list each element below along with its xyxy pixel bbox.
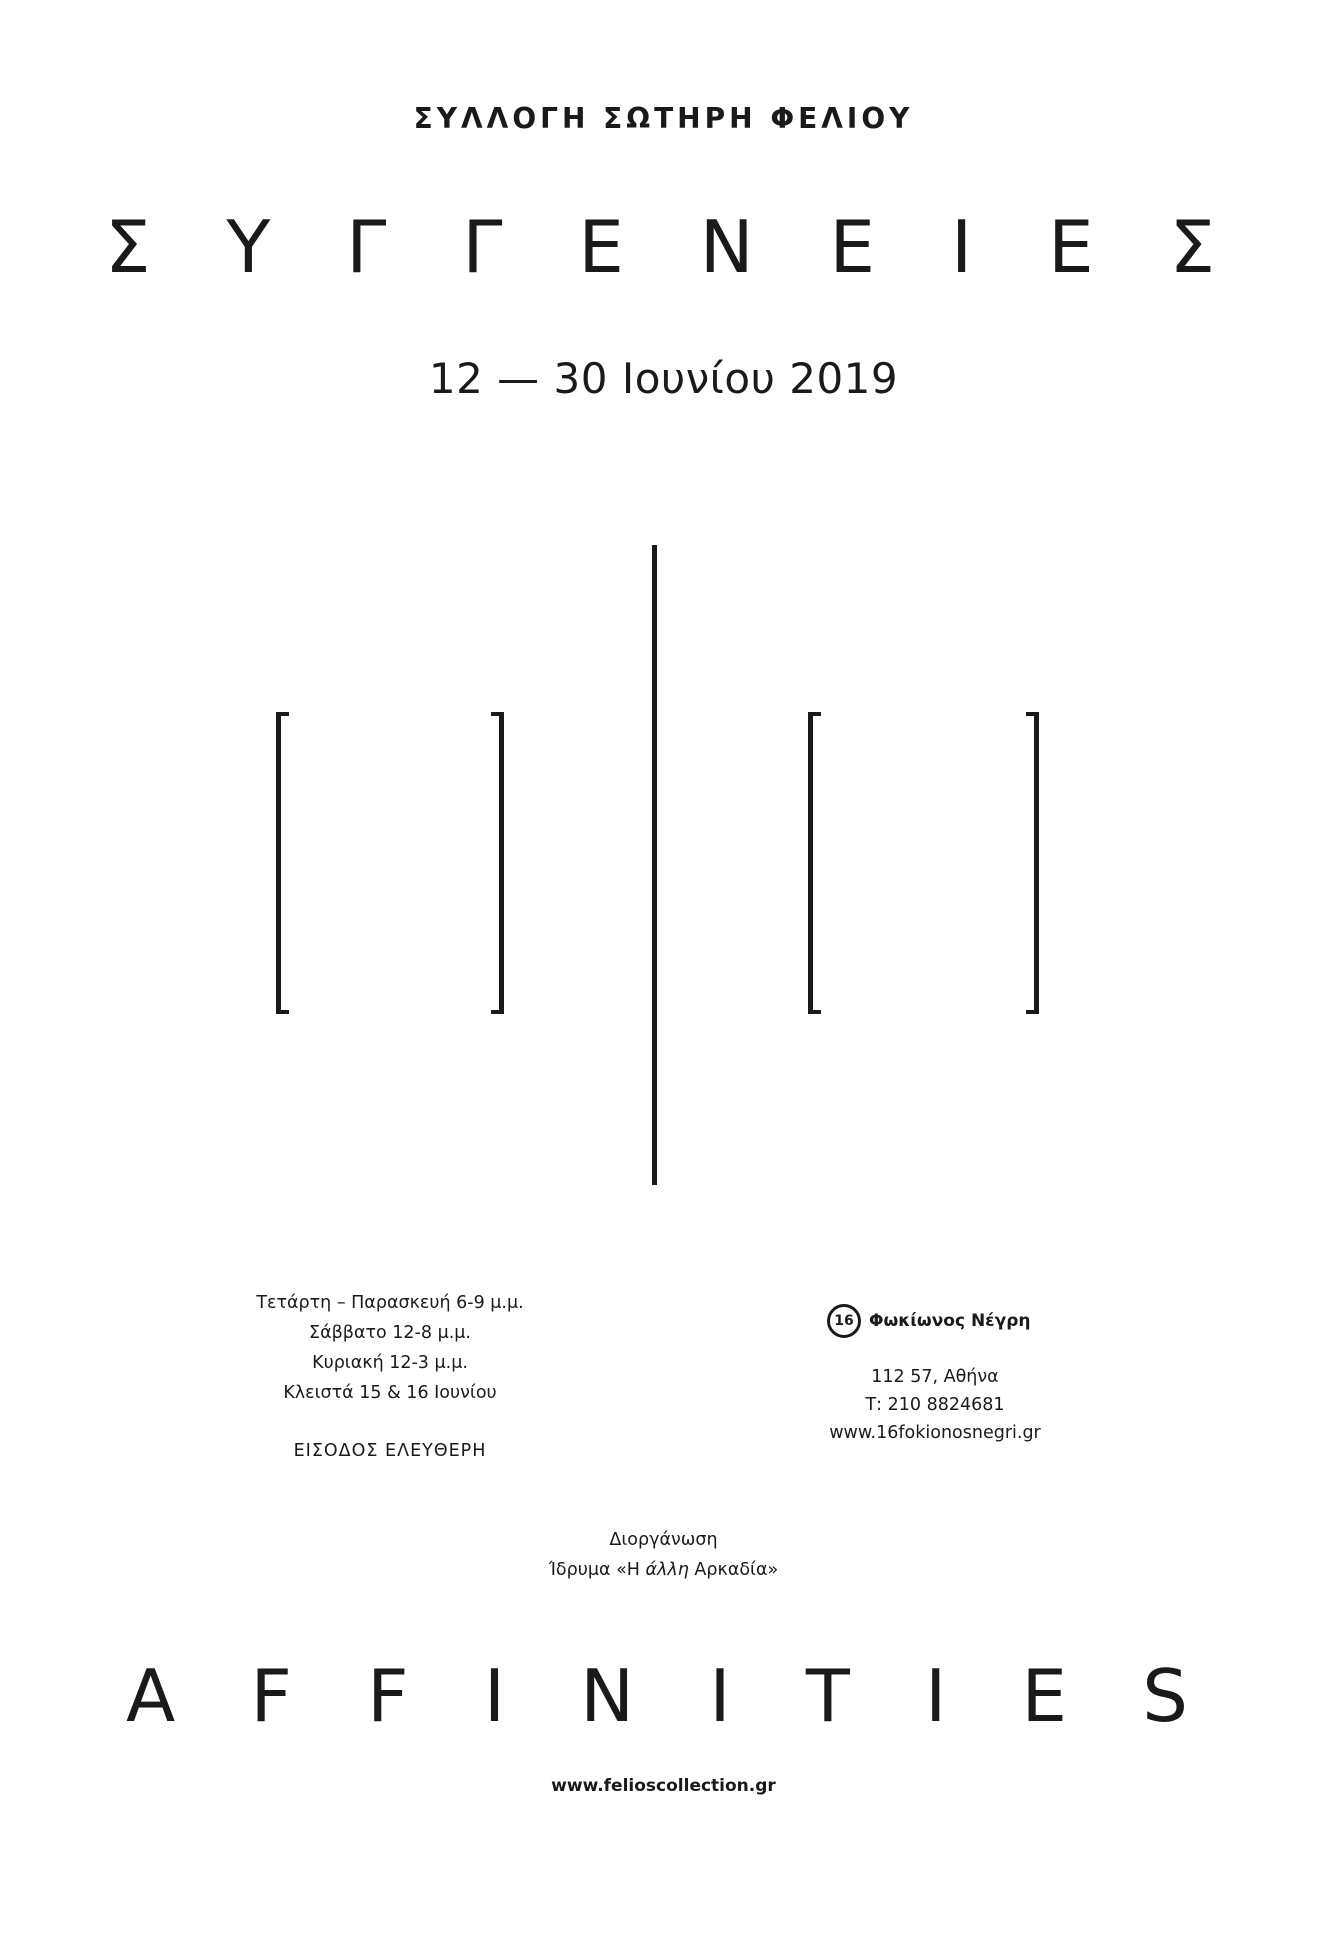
title-letter: Ε	[578, 205, 624, 289]
title-letter: F	[367, 1654, 409, 1738]
free-entry: ΕΙΣΟΔΟΣ ΕΛΕΥΘΕΡΗ	[293, 1441, 487, 1461]
venue-contact	[790, 1363, 1080, 1447]
hours-line: Τετάρτη – Παρασκευή 6-9 μ.μ.	[256, 1293, 524, 1313]
title-letter: Γ	[346, 205, 387, 289]
title-letter: N	[580, 1654, 635, 1738]
venue-phone: Τ: 210 8824681	[865, 1395, 1005, 1415]
title-letter: F	[250, 1654, 292, 1738]
title-letter: Ν	[699, 205, 754, 289]
title-letter: Γ	[462, 205, 503, 289]
title-letter: Σ	[105, 205, 151, 289]
right-bracket-close	[1026, 712, 1039, 1014]
exhibition-title-english	[126, 1654, 1188, 1738]
right-bracket-open	[808, 712, 821, 1014]
organizer-name	[0, 1555, 1327, 1585]
left-bracket-open	[276, 712, 289, 1014]
opening-hours	[190, 1288, 590, 1466]
title-letter: Υ	[226, 205, 271, 289]
venue-name: Φωκίωνος Νέγρη	[869, 1311, 1031, 1331]
collection-website[interactable]: www.felioscollection.gr	[551, 1776, 776, 1796]
title-letter: T	[805, 1654, 850, 1738]
title-letter: Ε	[829, 205, 876, 289]
central-vertical-line	[652, 545, 657, 1185]
title-letter: A	[126, 1654, 176, 1738]
title-letter: Ι	[950, 205, 973, 289]
left-bracket-close	[491, 712, 504, 1014]
exhibition-dates: 12 — 30 Ιουνίου 2019	[428, 354, 899, 403]
hours-line: Κλειστά 15 & 16 Ιουνίου	[283, 1383, 497, 1403]
title-letter: I	[925, 1654, 947, 1738]
collection-name: ΣΥΛΛΟΓΗ ΣΩΤΗΡΗ ΦΕΛΙΟΥ	[413, 102, 914, 135]
organizer	[0, 1525, 1327, 1585]
organizer-name-prefix: Ίδρυμα «Η	[548, 1560, 646, 1580]
title-letter: S	[1142, 1654, 1188, 1738]
title-letter: I	[709, 1654, 731, 1738]
venue-number-badge: 16	[827, 1304, 861, 1338]
venue-website[interactable]: www.16fokionosnegri.gr	[829, 1423, 1041, 1443]
organizer-name-suffix: Αρκαδία»	[688, 1560, 779, 1580]
title-letter: E	[1021, 1654, 1068, 1738]
title-letter: Ε	[1048, 205, 1094, 289]
exhibition-title-greek	[105, 205, 1215, 289]
venue-address: 112 57, Αθήνα	[871, 1367, 999, 1387]
organizer-name-emphasis: άλλη	[645, 1560, 689, 1580]
hours-line: Κυριακή 12-3 μ.μ.	[312, 1353, 468, 1373]
hours-line: Σάββατο 12-8 μ.μ.	[309, 1323, 471, 1343]
organizer-label: Διοργάνωση	[609, 1530, 718, 1550]
title-letter: Σ	[1169, 205, 1215, 289]
venue-logo	[827, 1304, 1047, 1338]
title-letter: I	[483, 1654, 506, 1738]
